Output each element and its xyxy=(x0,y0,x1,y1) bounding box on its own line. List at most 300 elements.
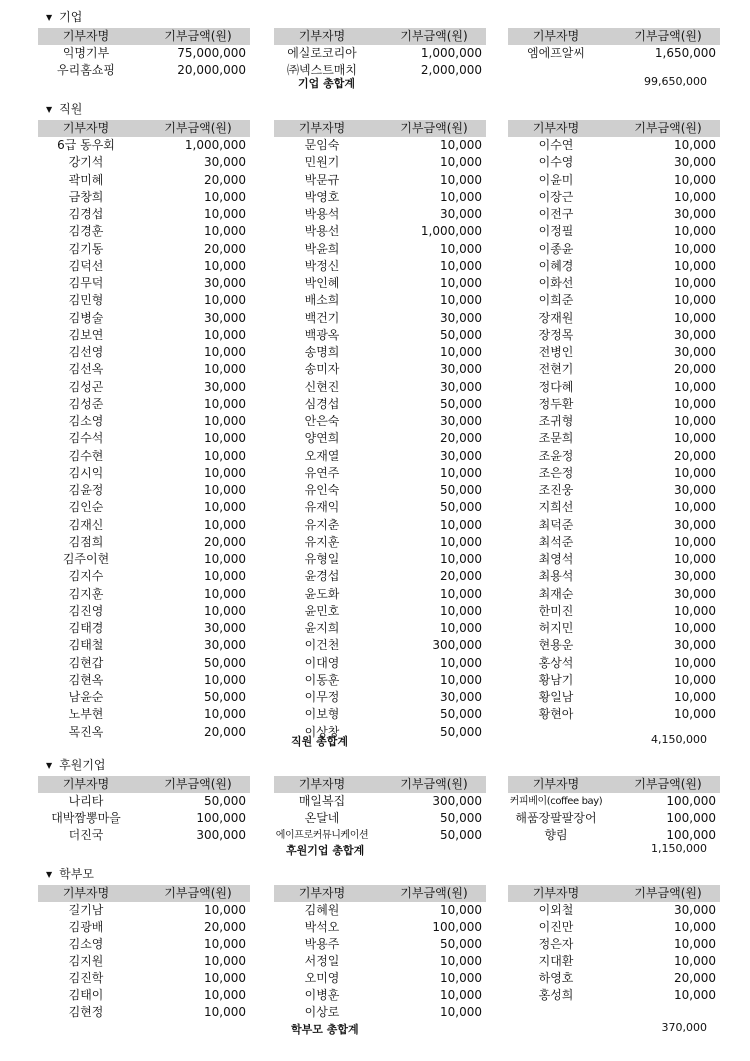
donor-row xyxy=(38,724,250,741)
donation-amount: 30,000 xyxy=(674,483,716,497)
donor-name: 더진국 xyxy=(68,828,104,842)
donor-row xyxy=(274,517,486,534)
section-title xyxy=(46,866,94,882)
header-name: 기부자명 xyxy=(62,29,110,43)
donation-amount: 20,000 xyxy=(674,971,716,985)
donation-amount: 50,000 xyxy=(440,828,482,842)
section-title-text: 직원 xyxy=(59,102,83,116)
donor-row xyxy=(38,275,250,292)
donor-row xyxy=(274,499,486,516)
donation-amount: 10,000 xyxy=(674,672,716,687)
donor-name: 오미영 xyxy=(304,971,340,985)
donation-amount: 50,000 xyxy=(440,483,482,497)
donation-amount: 100,000 xyxy=(666,794,716,808)
donor-column xyxy=(274,776,486,844)
donation-amount: 10,000 xyxy=(204,483,246,497)
header-amount: 기부금액(원) xyxy=(400,777,468,791)
donation-amount: 20,000 xyxy=(674,362,716,377)
donation-amount: 20,000 xyxy=(440,569,482,584)
donor-name: 조문희 xyxy=(538,431,574,446)
donor-name: 이상로 xyxy=(304,1005,340,1019)
donation-amount: 10,000 xyxy=(440,971,482,985)
donation-amount: 10,000 xyxy=(440,672,482,687)
donor-name: 조윤정 xyxy=(538,448,574,463)
donation-amount: 50,000 xyxy=(440,937,482,951)
donation-amount: 10,000 xyxy=(204,903,246,917)
donor-name: 김태철 xyxy=(68,638,104,653)
donor-row xyxy=(508,241,720,258)
donation-amount: 10,000 xyxy=(204,448,246,463)
donor-row xyxy=(38,603,250,620)
donation-amount: 10,000 xyxy=(204,431,246,446)
donor-name: 김성곤 xyxy=(68,379,104,394)
donor-name: 6급 동우회 xyxy=(57,138,115,152)
column-header xyxy=(38,885,250,902)
donor-row xyxy=(508,327,720,344)
header-amount: 기부금액(원) xyxy=(634,121,702,135)
donor-row xyxy=(38,568,250,585)
donation-amount: 10,000 xyxy=(204,517,246,532)
donation-amount: 300,000 xyxy=(432,794,482,808)
donor-row xyxy=(274,810,486,827)
donor-name: 전병인 xyxy=(538,345,574,359)
total-value: 1,150,000 xyxy=(651,842,707,855)
donor-row xyxy=(38,396,250,413)
donor-row xyxy=(508,987,720,1004)
donor-column xyxy=(274,885,486,1021)
donor-row xyxy=(38,448,250,465)
donation-amount: 1,000,000 xyxy=(420,224,482,239)
donation-amount: 300,000 xyxy=(196,828,246,842)
donor-name: 엠에프알씨 xyxy=(527,46,585,60)
donor-name: 에실로코리아 xyxy=(287,46,357,60)
donation-amount: 10,000 xyxy=(440,258,482,273)
donation-amount: 10,000 xyxy=(204,552,246,566)
donor-row xyxy=(274,586,486,603)
donor-row xyxy=(508,45,720,62)
column-header xyxy=(38,120,250,137)
donor-name: 김소영 xyxy=(68,414,104,428)
donor-row xyxy=(508,970,720,987)
donation-amount: 10,000 xyxy=(440,586,482,601)
donor-name: 한미진 xyxy=(538,603,574,618)
donor-name: 금창희 xyxy=(68,189,104,204)
donor-row xyxy=(508,689,720,706)
donor-row xyxy=(274,970,486,987)
donor-row xyxy=(508,568,720,585)
donor-row xyxy=(274,902,486,919)
donor-column xyxy=(508,28,720,62)
donation-amount: 30,000 xyxy=(440,690,482,704)
donor-name: 홍성희 xyxy=(538,988,574,1002)
donor-row xyxy=(508,919,720,936)
donor-name: 황일남 xyxy=(538,690,574,704)
donation-amount: 10,000 xyxy=(440,293,482,308)
donor-name: 이종윤 xyxy=(538,241,574,256)
donor-name: 배소희 xyxy=(304,293,340,308)
donor-row xyxy=(38,154,250,171)
donation-amount: 10,000 xyxy=(674,258,716,273)
donor-row xyxy=(274,379,486,396)
donor-name: 김덕선 xyxy=(68,258,104,273)
triangle-down-icon: ▼ xyxy=(46,761,53,770)
donation-amount: 10,000 xyxy=(440,517,482,532)
donor-row xyxy=(274,189,486,206)
header-name: 기부자명 xyxy=(298,777,346,791)
donor-row xyxy=(38,465,250,482)
donor-row xyxy=(508,344,720,361)
total-label: 직원 총합계 xyxy=(291,735,348,748)
donor-row xyxy=(38,45,250,62)
donor-name: 이진만 xyxy=(538,920,574,934)
donor-row xyxy=(38,637,250,654)
donor-name: 익명기부 xyxy=(62,46,110,60)
donation-amount: 10,000 xyxy=(204,327,246,342)
donation-amount: 20,000 xyxy=(204,920,246,934)
donor-name: 문임숙 xyxy=(304,138,340,152)
donation-amount: 10,000 xyxy=(204,189,246,204)
donor-name: 에이프로커뮤니케이션 xyxy=(275,830,369,841)
donor-row xyxy=(274,534,486,551)
donation-amount: 10,000 xyxy=(674,655,716,670)
donor-name: 윤민호 xyxy=(304,603,340,618)
donor-name: 유지훈 xyxy=(304,534,340,549)
donor-row xyxy=(274,258,486,275)
donor-name: 대박짬뽕마을 xyxy=(51,811,121,825)
donor-name: 남윤순 xyxy=(68,690,104,704)
donor-row xyxy=(38,241,250,258)
donor-name: 김광배 xyxy=(68,920,104,934)
donor-name: 박정신 xyxy=(304,258,340,273)
donor-column xyxy=(508,120,720,724)
donor-name: 김소영 xyxy=(68,937,104,951)
donor-row xyxy=(38,987,250,1004)
donor-row xyxy=(508,310,720,327)
donation-amount: 10,000 xyxy=(204,586,246,601)
donor-row xyxy=(38,919,250,936)
donor-name: 김인순 xyxy=(68,500,104,515)
donor-row xyxy=(508,902,720,919)
donation-amount: 50,000 xyxy=(440,500,482,515)
donor-name: 박문규 xyxy=(304,172,340,187)
section-staff xyxy=(0,101,750,749)
donor-name: 김경훈 xyxy=(68,224,104,239)
donor-name: 심경섭 xyxy=(304,396,340,411)
donor-name: 김민형 xyxy=(68,293,104,308)
triangle-down-icon: ▼ xyxy=(46,870,53,879)
donor-row xyxy=(274,430,486,447)
donation-amount: 10,000 xyxy=(674,552,716,566)
donor-row xyxy=(508,361,720,378)
donor-name: 김점희 xyxy=(68,534,104,549)
donation-amount: 30,000 xyxy=(204,155,246,170)
donor-row xyxy=(508,672,720,689)
donation-amount: 10,000 xyxy=(674,465,716,480)
section-companies xyxy=(0,9,750,91)
header-amount: 기부금액(원) xyxy=(164,29,232,43)
donor-row xyxy=(508,637,720,654)
donor-row xyxy=(38,936,250,953)
donor-name: 김시익 xyxy=(68,465,104,480)
section-title-text: 후원기업 xyxy=(59,758,106,772)
donation-amount: 50,000 xyxy=(204,655,246,670)
donation-amount: 10,000 xyxy=(440,903,482,917)
donation-amount: 10,000 xyxy=(204,672,246,687)
donor-name: 김지훈 xyxy=(68,586,104,601)
donor-row xyxy=(274,1004,486,1021)
donation-amount: 10,000 xyxy=(674,431,716,446)
donor-name: 목진옥 xyxy=(68,724,104,739)
donor-name: 서정일 xyxy=(304,954,340,968)
donor-name: 박영호 xyxy=(304,189,340,204)
donor-name: 정두환 xyxy=(538,396,574,411)
donor-row xyxy=(508,499,720,516)
donor-row xyxy=(274,396,486,413)
donation-amount: 100,000 xyxy=(432,920,482,934)
donor-name: 김병술 xyxy=(68,310,104,325)
donor-name: 김태경 xyxy=(68,621,104,635)
donor-name: 향림 xyxy=(544,828,568,842)
donor-name: 이동훈 xyxy=(304,672,340,687)
donor-row xyxy=(508,137,720,154)
donation-amount: 1,000,000 xyxy=(420,46,482,60)
donor-row xyxy=(508,223,720,240)
donor-row xyxy=(508,534,720,551)
donation-amount: 30,000 xyxy=(674,586,716,601)
donor-row xyxy=(38,620,250,637)
column-header xyxy=(508,120,720,137)
donor-row xyxy=(508,275,720,292)
donor-column xyxy=(38,28,250,79)
donor-row xyxy=(38,172,250,189)
donation-amount: 50,000 xyxy=(204,690,246,704)
donor-row xyxy=(508,603,720,620)
donation-amount: 10,000 xyxy=(674,379,716,394)
donation-amount: 10,000 xyxy=(440,603,482,618)
total-label: 기업 총합계 xyxy=(298,77,355,90)
donor-row xyxy=(508,655,720,672)
donation-amount: 10,000 xyxy=(440,954,482,968)
donor-row xyxy=(274,465,486,482)
donor-row xyxy=(274,310,486,327)
donor-name: 이수연 xyxy=(538,138,574,152)
donation-amount: 10,000 xyxy=(674,241,716,256)
donor-name: 이희준 xyxy=(538,293,574,308)
donation-amount: 10,000 xyxy=(204,258,246,273)
donor-name: 온달네 xyxy=(304,811,340,825)
donation-amount: 30,000 xyxy=(674,517,716,532)
donor-name: 송미자 xyxy=(304,362,340,377)
header-name: 기부자명 xyxy=(62,121,110,135)
donor-name: 김보연 xyxy=(68,327,104,342)
donation-amount: 50,000 xyxy=(204,794,246,808)
total-label: 후원기업 총합계 xyxy=(286,844,365,857)
donor-column xyxy=(38,885,250,1021)
donor-name: 조은정 xyxy=(538,465,574,480)
donor-name: 지대환 xyxy=(538,954,574,968)
donation-amount: 20,000 xyxy=(204,241,246,256)
donor-row xyxy=(274,482,486,499)
donation-amount: 10,000 xyxy=(674,937,716,951)
donation-amount: 10,000 xyxy=(674,310,716,325)
column-header xyxy=(274,776,486,793)
column-header xyxy=(508,776,720,793)
donation-amount: 10,000 xyxy=(440,1005,482,1019)
donor-name: 이건천 xyxy=(304,638,340,653)
donor-name: 윤지희 xyxy=(304,621,340,635)
donor-row xyxy=(38,310,250,327)
header-name: 기부자명 xyxy=(298,29,346,43)
donation-amount: 10,000 xyxy=(440,138,482,152)
triangle-down-icon: ▼ xyxy=(46,13,53,22)
donor-name: 김지수 xyxy=(68,569,104,584)
donor-row xyxy=(38,827,250,844)
donation-amount: 10,000 xyxy=(204,362,246,377)
donor-row xyxy=(38,189,250,206)
donor-name: 김현정 xyxy=(68,1005,104,1019)
donor-row xyxy=(274,793,486,810)
donor-name: 윤경섭 xyxy=(304,569,340,584)
donor-row xyxy=(274,223,486,240)
column-header xyxy=(274,885,486,902)
donor-row xyxy=(38,534,250,551)
donation-amount: 10,000 xyxy=(674,988,716,1002)
donor-row xyxy=(274,551,486,568)
donor-row xyxy=(274,172,486,189)
donation-amount: 10,000 xyxy=(440,345,482,359)
donation-amount: 10,000 xyxy=(674,920,716,934)
donor-row xyxy=(274,448,486,465)
donation-amount: 50,000 xyxy=(440,396,482,411)
donor-name: 유재익 xyxy=(304,500,340,515)
donation-amount: 10,000 xyxy=(440,534,482,549)
donor-row xyxy=(274,292,486,309)
column-header xyxy=(274,120,486,137)
donor-name: 허지민 xyxy=(538,621,574,635)
donor-name: 이혜경 xyxy=(538,258,574,273)
donor-row xyxy=(274,603,486,620)
donor-row xyxy=(38,62,250,79)
donation-amount: 30,000 xyxy=(440,414,482,428)
donor-name: 안은숙 xyxy=(304,414,340,428)
donor-name: 김무덕 xyxy=(68,276,104,290)
donor-row xyxy=(508,465,720,482)
donor-name: 이전구 xyxy=(538,207,574,221)
donor-name: 이정필 xyxy=(538,224,574,239)
header-name: 기부자명 xyxy=(532,777,580,791)
donation-amount: 10,000 xyxy=(674,603,716,618)
donation-amount: 10,000 xyxy=(204,345,246,359)
donor-row xyxy=(274,344,486,361)
donor-row xyxy=(274,327,486,344)
donor-name: 김진학 xyxy=(68,971,104,985)
section-parents xyxy=(0,866,750,1037)
column-header xyxy=(508,28,720,45)
donor-name: 이상창 xyxy=(304,724,340,739)
donor-column xyxy=(274,28,486,79)
donation-amount: 10,000 xyxy=(204,707,246,722)
donor-name: 박석오 xyxy=(304,920,340,934)
donor-row xyxy=(274,206,486,223)
donor-row xyxy=(38,672,250,689)
donor-row xyxy=(274,655,486,672)
header-amount: 기부금액(원) xyxy=(634,29,702,43)
donor-row xyxy=(38,551,250,568)
donor-name: 매일복집 xyxy=(298,794,346,808)
donor-name: 우리홈쇼핑 xyxy=(57,63,115,77)
donor-row xyxy=(274,154,486,171)
donation-amount: 30,000 xyxy=(204,379,246,394)
donor-name: 최덕준 xyxy=(538,517,574,532)
donation-amount: 10,000 xyxy=(440,155,482,170)
donor-row xyxy=(274,637,486,654)
donor-row xyxy=(38,223,250,240)
donor-name: 박인혜 xyxy=(304,276,340,290)
donor-name: 강기석 xyxy=(68,155,104,170)
donation-amount: 10,000 xyxy=(204,603,246,618)
donation-amount: 10,000 xyxy=(674,396,716,411)
donor-name: 정다혜 xyxy=(538,379,574,394)
donor-name: 곽미혜 xyxy=(68,172,104,187)
donation-amount: 10,000 xyxy=(440,988,482,1002)
donation-amount: 100,000 xyxy=(666,828,716,842)
donation-amount: 10,000 xyxy=(204,207,246,221)
header-amount: 기부금액(원) xyxy=(164,121,232,135)
donation-amount: 30,000 xyxy=(674,345,716,359)
donor-row xyxy=(38,517,250,534)
donation-amount: 30,000 xyxy=(440,207,482,221)
donor-name: 김경섭 xyxy=(68,207,104,221)
donation-amount: 10,000 xyxy=(204,500,246,515)
donor-row xyxy=(508,292,720,309)
donor-row xyxy=(508,413,720,430)
donor-row xyxy=(508,396,720,413)
header-amount: 기부금액(원) xyxy=(164,777,232,791)
donor-name: 김진영 xyxy=(68,603,104,618)
donor-row xyxy=(38,1004,250,1021)
donor-row xyxy=(38,379,250,396)
donor-name: 유인숙 xyxy=(304,483,340,497)
donor-row xyxy=(274,620,486,637)
header-amount: 기부금액(원) xyxy=(400,886,468,900)
donor-row xyxy=(274,987,486,1004)
donor-name: 유지춘 xyxy=(304,517,340,532)
donation-amount: 10,000 xyxy=(674,500,716,515)
donor-row xyxy=(38,258,250,275)
donor-name: 나리타 xyxy=(68,794,104,808)
donor-name: 정은자 xyxy=(538,937,574,951)
donor-column xyxy=(274,120,486,741)
donation-amount: 10,000 xyxy=(674,189,716,204)
donor-name: 김성준 xyxy=(68,396,104,411)
donor-row xyxy=(38,655,250,672)
donor-name: 최영석 xyxy=(538,552,574,566)
total-label: 학부모 총합계 xyxy=(291,1023,359,1036)
donation-amount: 1,000,000 xyxy=(184,138,246,152)
donor-name: 박용선 xyxy=(304,224,340,239)
donor-name: 김주이현 xyxy=(62,552,110,566)
donation-amount: 10,000 xyxy=(440,655,482,670)
header-amount: 기부금액(원) xyxy=(634,777,702,791)
donation-amount: 10,000 xyxy=(440,241,482,256)
section-sponsors xyxy=(0,757,750,858)
donation-amount: 10,000 xyxy=(204,1005,246,1019)
donor-row xyxy=(508,430,720,447)
section-title xyxy=(46,757,106,773)
donor-name: 장재원 xyxy=(538,310,574,325)
donation-amount: 10,000 xyxy=(204,988,246,1002)
donation-amount: 30,000 xyxy=(204,276,246,290)
